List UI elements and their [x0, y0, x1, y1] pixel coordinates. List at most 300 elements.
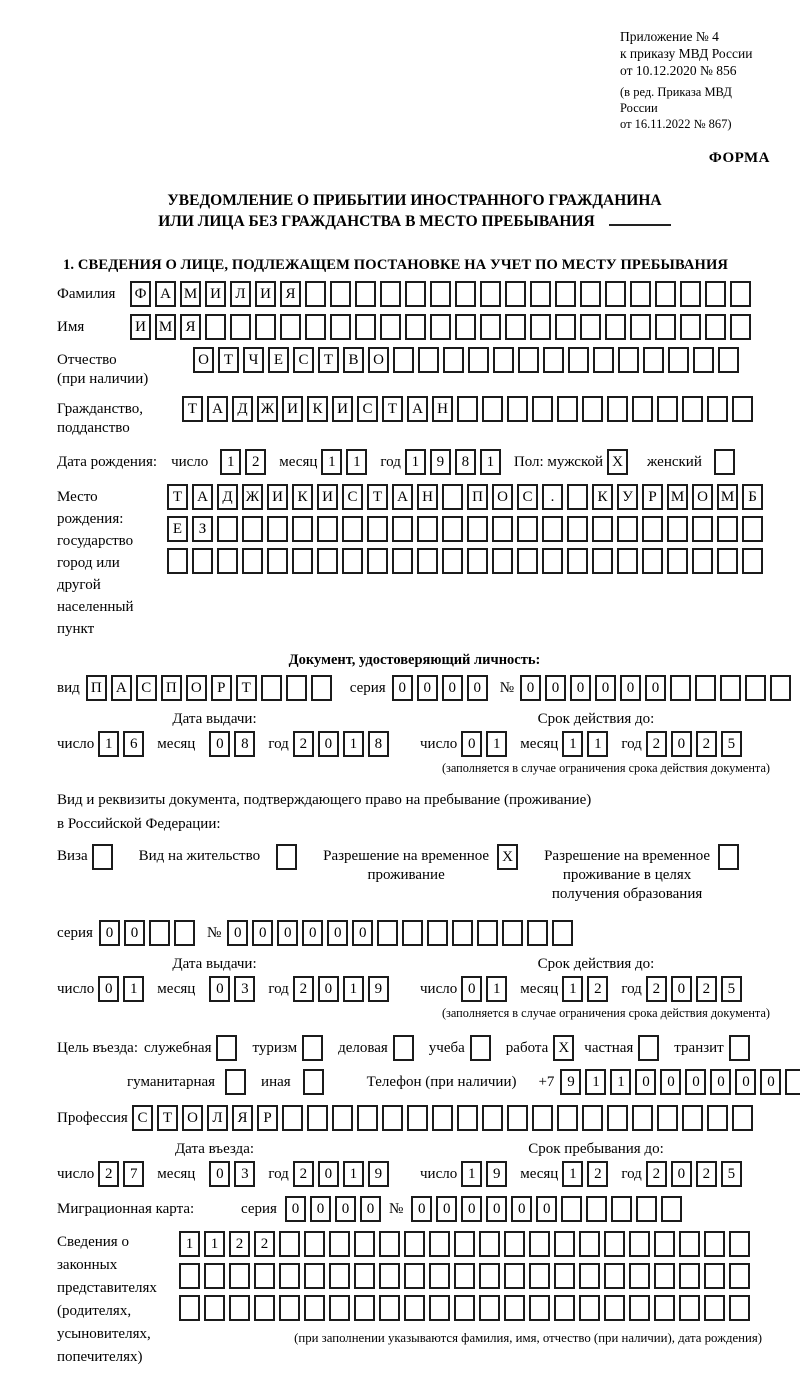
char-box[interactable] [529, 1263, 550, 1289]
char-box[interactable]: С [136, 675, 157, 701]
char-box[interactable] [355, 281, 376, 307]
char-box[interactable] [392, 548, 413, 574]
char-box[interactable]: Д [232, 396, 253, 422]
char-box[interactable]: 1 [405, 449, 426, 475]
char-box[interactable]: К [592, 484, 613, 510]
char-box[interactable] [680, 281, 701, 307]
char-box[interactable] [480, 281, 501, 307]
char-box[interactable] [480, 314, 501, 340]
char-box[interactable]: О [692, 484, 713, 510]
char-box[interactable]: 0 [209, 1161, 230, 1187]
char-box[interactable] [532, 1105, 553, 1131]
char-box[interactable]: 1 [585, 1069, 606, 1095]
char-box[interactable] [679, 1263, 700, 1289]
char-box[interactable] [479, 1231, 500, 1257]
char-box[interactable] [417, 516, 438, 542]
char-box[interactable]: 0 [310, 1196, 331, 1222]
char-box[interactable] [267, 516, 288, 542]
char-box[interactable] [618, 347, 639, 373]
char-box[interactable]: 2 [646, 731, 667, 757]
char-box[interactable] [330, 314, 351, 340]
char-box[interactable] [642, 516, 663, 542]
char-box[interactable] [667, 548, 688, 574]
char-box[interactable] [554, 1263, 575, 1289]
char-box[interactable] [643, 347, 664, 373]
char-box[interactable]: Ж [242, 484, 263, 510]
char-box[interactable] [430, 314, 451, 340]
char-box[interactable] [482, 1105, 503, 1131]
char-box[interactable] [730, 281, 751, 307]
char-box[interactable]: 6 [123, 731, 144, 757]
char-box[interactable] [382, 1105, 403, 1131]
char-box[interactable]: 1 [562, 1161, 583, 1187]
char-box[interactable] [477, 920, 498, 946]
char-box[interactable] [707, 396, 728, 422]
char-box[interactable]: 0 [461, 1196, 482, 1222]
char-box[interactable] [280, 314, 301, 340]
char-box[interactable] [468, 347, 489, 373]
char-box[interactable]: Т [236, 675, 257, 701]
char-box[interactable]: 2 [696, 976, 717, 1002]
char-box[interactable]: 2 [245, 449, 266, 475]
char-box[interactable] [455, 314, 476, 340]
char-box[interactable]: 1 [343, 1161, 364, 1187]
char-box[interactable] [617, 548, 638, 574]
char-box[interactable] [392, 516, 413, 542]
char-box[interactable]: К [307, 396, 328, 422]
char-box[interactable]: Р [211, 675, 232, 701]
char-box[interactable] [507, 1105, 528, 1131]
char-box[interactable] [604, 1263, 625, 1289]
char-box[interactable]: 1 [179, 1231, 200, 1257]
char-box[interactable] [542, 548, 563, 574]
char-box[interactable] [470, 1035, 491, 1061]
char-box[interactable]: 0 [277, 920, 298, 946]
char-box[interactable]: О [492, 484, 513, 510]
char-box[interactable] [661, 1196, 682, 1222]
char-box[interactable]: 0 [735, 1069, 756, 1095]
char-box[interactable] [654, 1263, 675, 1289]
char-box[interactable]: Р [642, 484, 663, 510]
char-box[interactable] [454, 1231, 475, 1257]
char-box[interactable] [718, 347, 739, 373]
char-box[interactable] [330, 281, 351, 307]
char-box[interactable]: Т [382, 396, 403, 422]
char-box[interactable]: 1 [343, 731, 364, 757]
char-box[interactable]: 1 [562, 731, 583, 757]
char-box[interactable] [695, 675, 716, 701]
char-box[interactable] [579, 1295, 600, 1321]
char-box[interactable] [554, 1295, 575, 1321]
char-box[interactable] [718, 844, 739, 870]
char-box[interactable] [342, 516, 363, 542]
char-box[interactable] [482, 396, 503, 422]
char-box[interactable]: Т [367, 484, 388, 510]
char-box[interactable] [429, 1231, 450, 1257]
char-box[interactable] [379, 1231, 400, 1257]
char-box[interactable] [580, 314, 601, 340]
char-box[interactable] [442, 484, 463, 510]
char-box[interactable]: У [617, 484, 638, 510]
char-box[interactable] [92, 844, 113, 870]
char-box[interactable] [304, 1263, 325, 1289]
char-box[interactable] [380, 314, 401, 340]
char-box[interactable]: И [205, 281, 226, 307]
char-box[interactable] [657, 396, 678, 422]
char-box[interactable] [605, 281, 626, 307]
char-box[interactable] [507, 396, 528, 422]
char-box[interactable] [567, 484, 588, 510]
char-box[interactable] [617, 516, 638, 542]
char-box[interactable] [638, 1035, 659, 1061]
char-box[interactable] [714, 449, 735, 475]
char-box[interactable]: Д [217, 484, 238, 510]
char-box[interactable] [518, 347, 539, 373]
char-box[interactable]: Л [230, 281, 251, 307]
char-box[interactable]: 1 [562, 976, 583, 1002]
char-box[interactable] [670, 675, 691, 701]
char-box[interactable] [404, 1263, 425, 1289]
char-box[interactable] [427, 920, 448, 946]
char-box[interactable] [367, 548, 388, 574]
char-box[interactable]: 2 [587, 976, 608, 1002]
char-box[interactable]: Е [167, 516, 188, 542]
char-box[interactable]: 0 [671, 731, 692, 757]
char-box[interactable] [216, 1035, 237, 1061]
char-box[interactable] [454, 1295, 475, 1321]
char-box[interactable] [457, 1105, 478, 1131]
char-box[interactable] [592, 548, 613, 574]
char-box[interactable]: X [553, 1035, 574, 1061]
char-box[interactable] [557, 1105, 578, 1131]
char-box[interactable]: 0 [620, 675, 641, 701]
char-box[interactable] [279, 1295, 300, 1321]
char-box[interactable] [555, 281, 576, 307]
char-box[interactable] [605, 314, 626, 340]
char-box[interactable]: 0 [285, 1196, 306, 1222]
char-box[interactable] [682, 396, 703, 422]
char-box[interactable]: 0 [461, 976, 482, 1002]
char-box[interactable]: X [607, 449, 628, 475]
char-box[interactable] [529, 1231, 550, 1257]
char-box[interactable] [729, 1035, 750, 1061]
char-box[interactable] [430, 281, 451, 307]
char-box[interactable] [568, 347, 589, 373]
char-box[interactable] [654, 1295, 675, 1321]
char-box[interactable]: 0 [302, 920, 323, 946]
char-box[interactable]: О [186, 675, 207, 701]
char-box[interactable] [174, 920, 195, 946]
char-box[interactable] [292, 548, 313, 574]
char-box[interactable] [357, 1105, 378, 1131]
char-box[interactable]: 0 [318, 976, 339, 1002]
char-box[interactable]: 0 [392, 675, 413, 701]
char-box[interactable] [717, 548, 738, 574]
char-box[interactable]: Н [432, 396, 453, 422]
char-box[interactable]: 0 [570, 675, 591, 701]
char-box[interactable]: Л [207, 1105, 228, 1131]
char-box[interactable] [704, 1231, 725, 1257]
char-box[interactable]: 1 [480, 449, 501, 475]
char-box[interactable] [393, 1035, 414, 1061]
char-box[interactable] [311, 675, 332, 701]
char-box[interactable] [593, 347, 614, 373]
char-box[interactable] [729, 1295, 750, 1321]
char-box[interactable] [532, 396, 553, 422]
char-box[interactable] [242, 548, 263, 574]
char-box[interactable] [504, 1231, 525, 1257]
char-box[interactable]: 0 [461, 731, 482, 757]
char-box[interactable]: С [342, 484, 363, 510]
char-box[interactable] [379, 1295, 400, 1321]
char-box[interactable]: В [343, 347, 364, 373]
char-box[interactable] [580, 281, 601, 307]
char-box[interactable]: Т [318, 347, 339, 373]
char-box[interactable]: X [497, 844, 518, 870]
char-box[interactable]: М [667, 484, 688, 510]
char-box[interactable]: 0 [327, 920, 348, 946]
char-box[interactable]: 0 [536, 1196, 557, 1222]
char-box[interactable]: Б [742, 484, 763, 510]
char-box[interactable] [429, 1263, 450, 1289]
char-box[interactable]: 3 [234, 976, 255, 1002]
char-box[interactable] [179, 1295, 200, 1321]
char-box[interactable]: 1 [346, 449, 367, 475]
char-box[interactable] [552, 920, 573, 946]
char-box[interactable]: 5 [721, 731, 742, 757]
char-box[interactable] [393, 347, 414, 373]
char-box[interactable]: Ч [243, 347, 264, 373]
char-box[interactable] [607, 396, 628, 422]
char-box[interactable] [479, 1263, 500, 1289]
char-box[interactable]: 9 [368, 976, 389, 1002]
char-box[interactable]: 0 [411, 1196, 432, 1222]
char-box[interactable]: 0 [209, 731, 230, 757]
char-box[interactable]: М [180, 281, 201, 307]
char-box[interactable]: П [467, 484, 488, 510]
char-box[interactable] [517, 516, 538, 542]
char-box[interactable]: Я [280, 281, 301, 307]
char-box[interactable] [729, 1231, 750, 1257]
char-box[interactable] [742, 548, 763, 574]
char-box[interactable] [279, 1263, 300, 1289]
char-box[interactable] [402, 920, 423, 946]
char-box[interactable] [286, 675, 307, 701]
char-box[interactable] [307, 1105, 328, 1131]
char-box[interactable]: О [182, 1105, 203, 1131]
char-box[interactable]: 0 [595, 675, 616, 701]
char-box[interactable] [379, 1263, 400, 1289]
char-box[interactable] [679, 1231, 700, 1257]
char-box[interactable] [304, 1295, 325, 1321]
char-box[interactable] [504, 1295, 525, 1321]
char-box[interactable] [317, 516, 338, 542]
char-box[interactable] [304, 1231, 325, 1257]
char-box[interactable]: 0 [545, 675, 566, 701]
char-box[interactable]: Т [182, 396, 203, 422]
char-box[interactable] [542, 516, 563, 542]
char-box[interactable] [630, 281, 651, 307]
char-box[interactable] [561, 1196, 582, 1222]
char-box[interactable] [604, 1231, 625, 1257]
char-box[interactable]: С [293, 347, 314, 373]
char-box[interactable] [354, 1263, 375, 1289]
char-box[interactable] [292, 516, 313, 542]
char-box[interactable] [405, 314, 426, 340]
char-box[interactable]: 2 [98, 1161, 119, 1187]
char-box[interactable] [457, 396, 478, 422]
char-box[interactable] [732, 396, 753, 422]
char-box[interactable] [742, 516, 763, 542]
char-box[interactable] [692, 548, 713, 574]
char-box[interactable] [167, 548, 188, 574]
char-box[interactable]: 2 [646, 976, 667, 1002]
char-box[interactable]: 1 [343, 976, 364, 1002]
char-box[interactable] [418, 347, 439, 373]
char-box[interactable]: О [193, 347, 214, 373]
char-box[interactable] [704, 1263, 725, 1289]
char-box[interactable]: 0 [252, 920, 273, 946]
char-box[interactable] [230, 314, 251, 340]
char-box[interactable] [303, 1069, 324, 1095]
char-box[interactable]: 0 [360, 1196, 381, 1222]
char-box[interactable]: 0 [467, 675, 488, 701]
char-box[interactable] [443, 347, 464, 373]
char-box[interactable] [467, 548, 488, 574]
char-box[interactable]: 0 [520, 675, 541, 701]
char-box[interactable] [682, 1105, 703, 1131]
char-box[interactable] [730, 314, 751, 340]
char-box[interactable] [225, 1069, 246, 1095]
char-box[interactable]: А [111, 675, 132, 701]
char-box[interactable]: И [332, 396, 353, 422]
char-box[interactable]: 1 [204, 1231, 225, 1257]
char-box[interactable] [705, 314, 726, 340]
char-box[interactable] [543, 347, 564, 373]
char-box[interactable] [254, 1263, 275, 1289]
char-box[interactable] [305, 314, 326, 340]
char-box[interactable]: 0 [442, 675, 463, 701]
char-box[interactable] [332, 1105, 353, 1131]
char-box[interactable] [586, 1196, 607, 1222]
char-box[interactable] [302, 1035, 323, 1061]
char-box[interactable] [317, 548, 338, 574]
char-box[interactable]: 9 [486, 1161, 507, 1187]
char-box[interactable] [452, 920, 473, 946]
char-box[interactable] [705, 281, 726, 307]
char-box[interactable]: 0 [335, 1196, 356, 1222]
char-box[interactable]: Т [167, 484, 188, 510]
char-box[interactable]: И [267, 484, 288, 510]
char-box[interactable]: 1 [610, 1069, 631, 1095]
char-box[interactable]: Я [232, 1105, 253, 1131]
char-box[interactable]: С [517, 484, 538, 510]
char-box[interactable] [442, 516, 463, 542]
char-box[interactable] [342, 548, 363, 574]
char-box[interactable]: 8 [455, 449, 476, 475]
char-box[interactable] [720, 675, 741, 701]
char-box[interactable] [529, 1295, 550, 1321]
char-box[interactable] [282, 1105, 303, 1131]
char-box[interactable]: 0 [352, 920, 373, 946]
char-box[interactable] [680, 314, 701, 340]
char-box[interactable]: А [392, 484, 413, 510]
char-box[interactable]: О [368, 347, 389, 373]
char-box[interactable] [377, 920, 398, 946]
char-box[interactable] [505, 281, 526, 307]
char-box[interactable]: 0 [124, 920, 145, 946]
char-box[interactable] [557, 396, 578, 422]
char-box[interactable] [329, 1231, 350, 1257]
char-box[interactable] [261, 675, 282, 701]
char-box[interactable] [192, 548, 213, 574]
char-box[interactable]: 1 [486, 731, 507, 757]
char-box[interactable] [668, 347, 689, 373]
char-box[interactable] [582, 396, 603, 422]
char-box[interactable] [454, 1263, 475, 1289]
char-box[interactable]: А [155, 281, 176, 307]
char-box[interactable]: Ж [257, 396, 278, 422]
char-box[interactable]: 0 [318, 1161, 339, 1187]
char-box[interactable] [629, 1231, 650, 1257]
char-box[interactable]: И [255, 281, 276, 307]
char-box[interactable] [745, 675, 766, 701]
char-box[interactable]: М [717, 484, 738, 510]
char-box[interactable] [692, 516, 713, 542]
char-box[interactable] [555, 314, 576, 340]
char-box[interactable]: 0 [417, 675, 438, 701]
char-box[interactable] [367, 516, 388, 542]
char-box[interactable]: 0 [645, 675, 666, 701]
char-box[interactable] [254, 1295, 275, 1321]
char-box[interactable]: Т [218, 347, 239, 373]
char-box[interactable] [329, 1263, 350, 1289]
char-box[interactable] [217, 516, 238, 542]
char-box[interactable] [255, 314, 276, 340]
char-box[interactable] [579, 1263, 600, 1289]
char-box[interactable] [149, 920, 170, 946]
char-box[interactable] [592, 516, 613, 542]
char-box[interactable] [355, 314, 376, 340]
char-box[interactable]: П [161, 675, 182, 701]
char-box[interactable] [527, 920, 548, 946]
char-box[interactable] [732, 1105, 753, 1131]
char-box[interactable] [657, 1105, 678, 1131]
char-box[interactable]: Я [180, 314, 201, 340]
char-box[interactable] [442, 548, 463, 574]
char-box[interactable]: Н [417, 484, 438, 510]
char-box[interactable]: С [357, 396, 378, 422]
char-box[interactable] [679, 1295, 700, 1321]
char-box[interactable] [479, 1295, 500, 1321]
char-box[interactable]: 3 [234, 1161, 255, 1187]
char-box[interactable] [305, 281, 326, 307]
char-box[interactable] [629, 1263, 650, 1289]
char-box[interactable]: 8 [234, 731, 255, 757]
char-box[interactable] [729, 1263, 750, 1289]
char-box[interactable]: 2 [696, 731, 717, 757]
char-box[interactable]: И [282, 396, 303, 422]
char-box[interactable]: 2 [696, 1161, 717, 1187]
char-box[interactable]: 7 [123, 1161, 144, 1187]
char-box[interactable] [329, 1295, 350, 1321]
char-box[interactable] [630, 314, 651, 340]
char-box[interactable] [530, 281, 551, 307]
char-box[interactable]: З [192, 516, 213, 542]
char-box[interactable] [632, 1105, 653, 1131]
char-box[interactable]: 0 [209, 976, 230, 1002]
char-box[interactable]: 9 [430, 449, 451, 475]
